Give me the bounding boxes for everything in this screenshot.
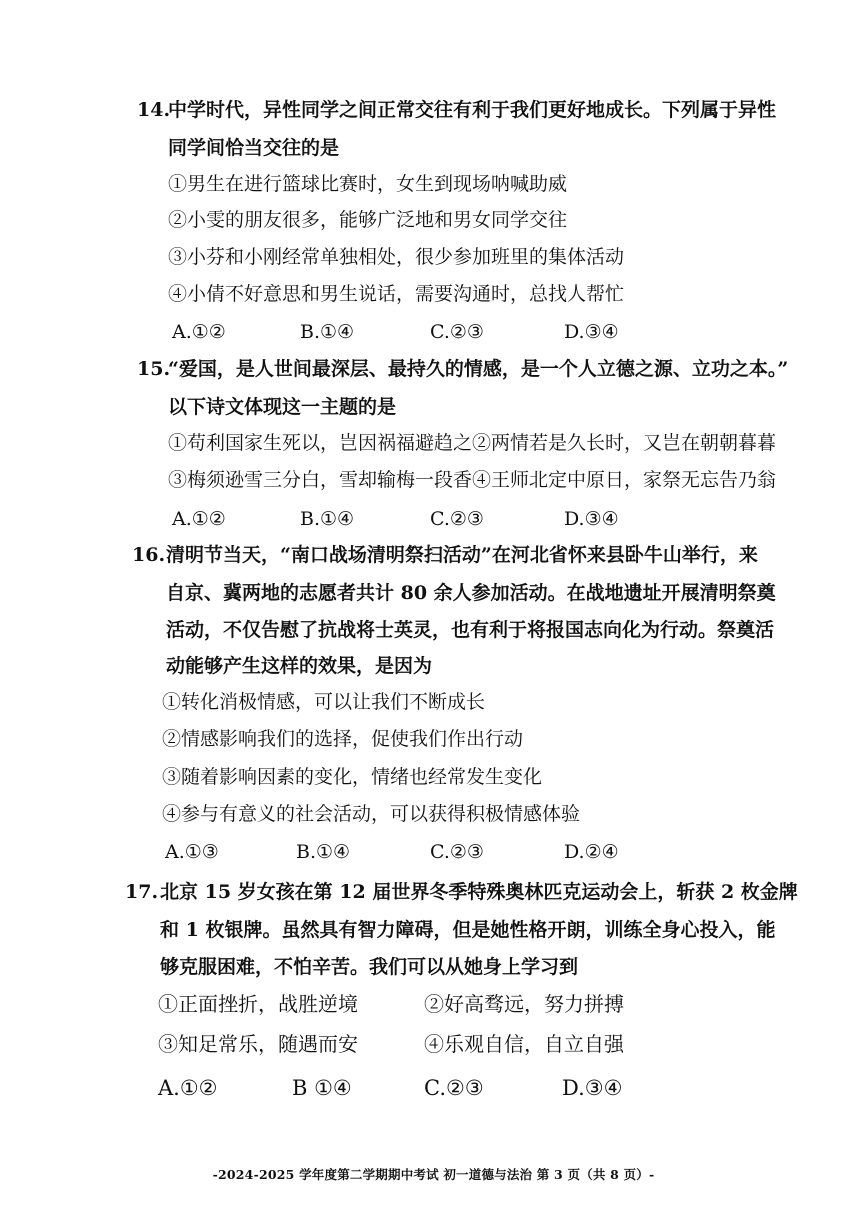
answer-choice-c: C.②③ xyxy=(424,1076,484,1100)
option-4: ④乐观自信，自立自强 xyxy=(424,1032,624,1056)
option-line: ①苟利国家生死以，岂因祸福避趋之②两情若是久长时，又岂在朝朝暮暮 xyxy=(168,432,777,454)
answer-choice-d: D.③④ xyxy=(564,321,619,343)
option-3: ③知足常乐，随遇而安 xyxy=(158,1032,358,1056)
option-3: ③小芬和小刚经常单独相处，很少参加班里的集体活动 xyxy=(168,246,625,268)
option-4: ④小倩不好意思和男生说话，需要沟通时，总找人帮忙 xyxy=(168,283,625,305)
question-stem-line: 和 1 枚银牌。虽然具有智力障碍，但是她性格开朗，训练全身心投入，能 xyxy=(160,919,776,941)
question-stem-line: 以下诗文体现这一主题的是 xyxy=(168,396,397,418)
answer-choice-a: A.①② xyxy=(158,1076,218,1100)
answer-choice-b: B.①④ xyxy=(300,321,355,343)
question-stem-line: 自京、冀两地的志愿者共计 80 余人参加活动。在战地遗址开展清明祭奠 xyxy=(166,582,776,604)
question-stem-line: 清明节当天，“南口战场清明祭扫活动”在河北省怀来县卧牛山举行，来 xyxy=(166,544,758,566)
answer-choice-b: B.①④ xyxy=(300,508,355,530)
question-stem-line: 动能够产生这样的效果，是因为 xyxy=(166,655,433,677)
question-stem-line: 北京 15 岁女孩在第 12 届世界冬季特殊奥林匹克运动会上，斩获 2 枚金牌 xyxy=(160,881,798,903)
answer-choice-d: D.③④ xyxy=(562,1076,623,1100)
option-2: ②小雯的朋友很多，能够广泛地和男女同学交往 xyxy=(168,209,568,231)
answer-choice-d: D.③④ xyxy=(564,508,619,530)
answer-choice-b: B.①④ xyxy=(296,841,351,863)
answer-choice-d: D.②④ xyxy=(564,841,619,863)
question-stem-line: 够克服困难，不怕辛苦。我们可以从她身上学习到 xyxy=(160,956,579,978)
question-number: 16. xyxy=(132,544,166,566)
option-4: ④参与有意义的社会活动，可以获得积极情感体验 xyxy=(162,803,581,825)
question-stem-line: 活动，不仅告慰了抗战将士英灵，也有利于将报国志向化为行动。祭奠活 xyxy=(166,619,775,641)
question-number: 14. xyxy=(137,99,171,121)
question-stem-line: “爱国，是人世间最深层、最持久的情感，是一个人立德之源、立功之本。” xyxy=(168,358,789,380)
question-number: 17. xyxy=(125,881,159,903)
question-stem-line: 中学时代，异性同学之间正常交往有利于我们更好地成长。下列属于异性 xyxy=(168,99,777,121)
answer-choice-b: B ①④ xyxy=(292,1076,352,1100)
option-2: ②情感影响我们的选择，促使我们作出行动 xyxy=(162,728,524,750)
option-1: ①男生在进行篮球比赛时，女生到现场呐喊助威 xyxy=(168,173,568,195)
option-line: ③梅须逊雪三分白，雪却输梅一段香④王师北定中原日，家祭无忘告乃翁 xyxy=(168,469,777,491)
question-stem-line: 同学间恰当交往的是 xyxy=(168,137,340,159)
page-footer: -2024-2025 学年度第二学期期中考试 初一道德与法治 第 3 页（共 8 页）- xyxy=(212,1167,655,1182)
answer-choice-a: A.①② xyxy=(172,321,226,343)
answer-choice-a: A.①② xyxy=(172,508,226,530)
option-1: ①正面挫折，战胜逆境 xyxy=(158,992,358,1016)
option-2: ②好高骛远，努力拼搏 xyxy=(424,992,624,1016)
question-number: 15. xyxy=(137,358,171,380)
option-1: ①转化消极情感，可以让我们不断成长 xyxy=(162,691,486,713)
answer-choice-a: A.①③ xyxy=(165,841,219,863)
answer-choice-c: C.②③ xyxy=(430,508,484,530)
option-3: ③随着影响因素的变化，情绪也经常发生变化 xyxy=(162,766,543,788)
answer-choice-c: C.②③ xyxy=(430,841,484,863)
answer-choice-c: C.②③ xyxy=(430,321,484,343)
